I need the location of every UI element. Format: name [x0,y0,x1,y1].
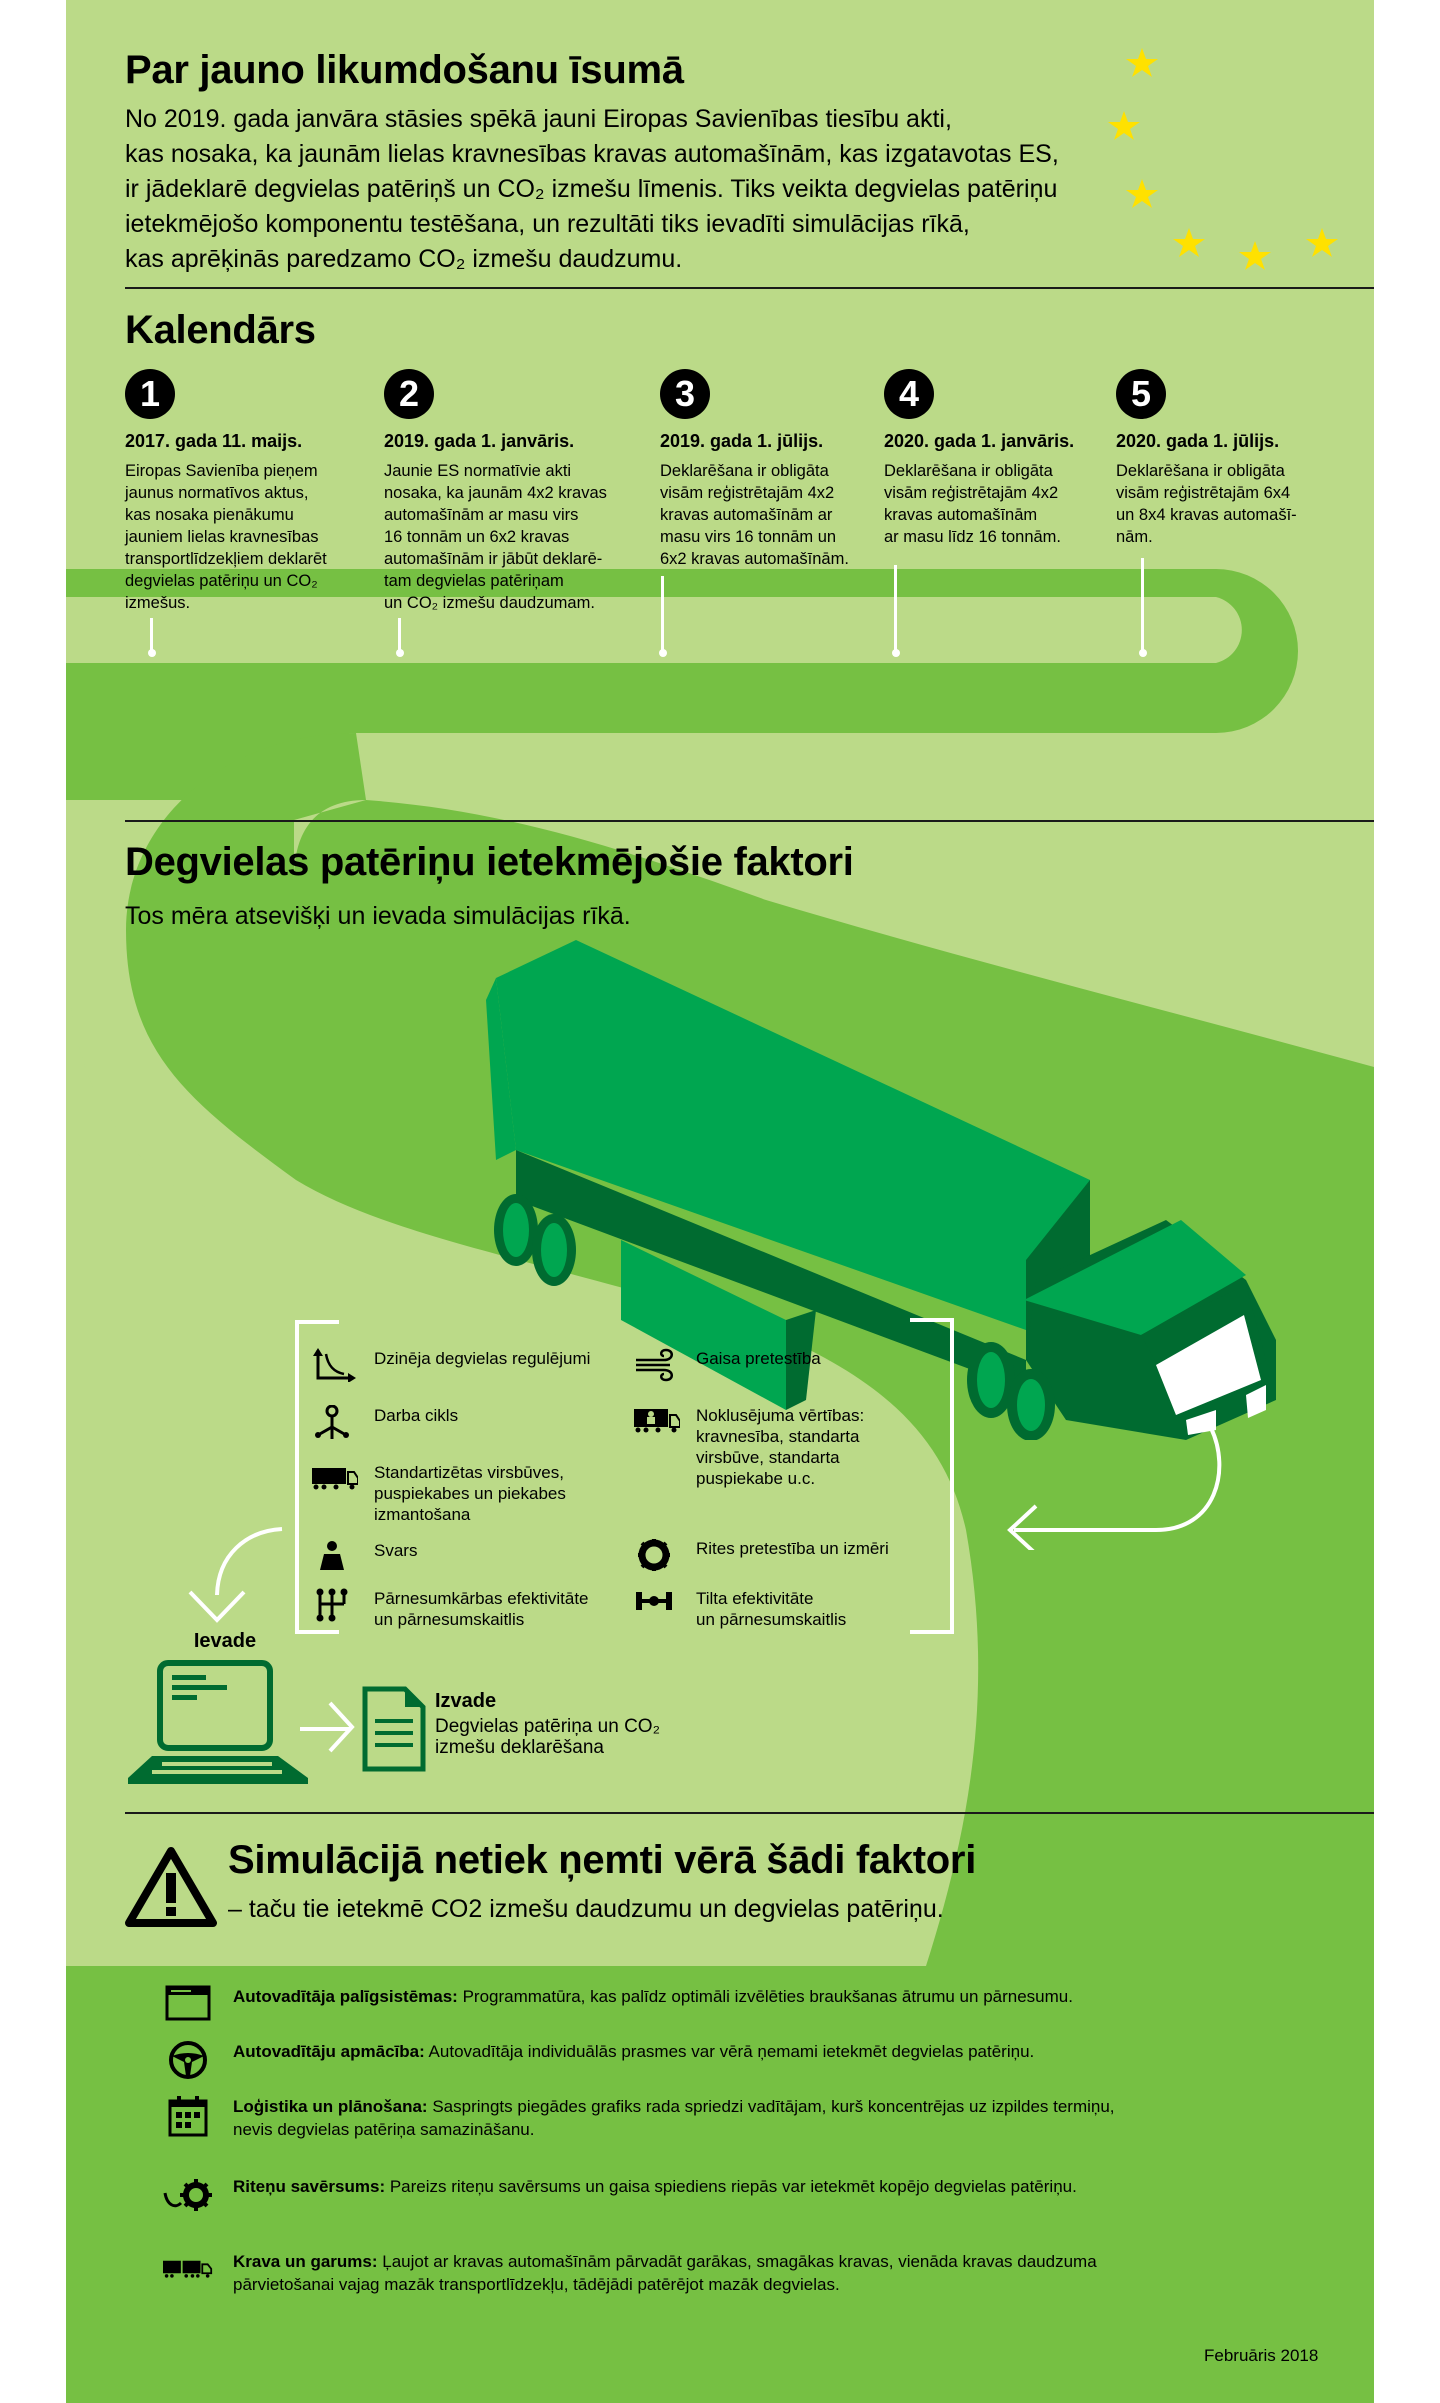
excluded-item-text: Saspringts piegādes grafiks rada spriedzi vadītājam, kurš koncentrējas uz izpildes termiņu, nevis degvielas patēriņa samazināšanu. [233,2097,1115,2139]
timeline-dot [659,649,667,657]
factor-item [312,1540,417,1574]
output-line: izmešu deklarēšana [435,1737,604,1758]
timeline-description: Deklarēšana ir obligāta visām reģistrētajām 4x2 kravas automašīnām ar masu virs 16 tonnām un 6x2 kravas automašīnām. [660,462,849,568]
excluded-item [163,2175,1077,2215]
factor-label: Standartizētas virsbūves, puspiekabes un piekabes izmantošana [374,1463,566,1524]
loaded-truck-icon [634,1405,680,1439]
factor-label: Dzinēja degvielas regulējumi [374,1349,591,1368]
factor-item [634,1538,889,1572]
step-number-badge: 4 [884,369,934,419]
factors-title: Degvielas patēriņu ietekmējošie faktori [125,840,854,884]
curved-arrow-icon [986,1420,1226,1550]
timeline-item [1116,369,1366,548]
timeline-date: 2019. gada 1. jūlijs. [660,431,824,451]
factor-label: Noklusējuma vērtības: kravnesība, standarta virsbūve, standarta puspiekabe u.c. [696,1406,865,1488]
factor-label: Pārnesumkārbas efektivitāte un pārnesumskaitlis [374,1589,589,1629]
document-icon [361,1685,427,1773]
factor-item [634,1405,864,1489]
intro-line: ietekmējošo komponentu testēšana, un rezultāti tiks ievadīti simulācijas rīkā, [125,210,970,238]
excluded-item-text: Pareizs riteņu savērsums un gaisa spiediens riepās var ietekmēt kopējo degvielas patēriņu. [385,2177,1077,2196]
intro-line: ir jādeklarē degvielas patēriņš un CO₂ izmešu līmenis. Tiks veikta degvielas patēriņu [125,175,1058,203]
step-number-badge: 5 [1116,369,1166,419]
tyre-icon [634,1538,680,1572]
intro-line: kas nosaka, ka jaunām lielas kravnesības kravas automašīnām, kas izgatavotas ES, [125,140,1059,168]
star-icon [1173,228,1205,257]
star-icon [1306,228,1338,257]
timeline-dot [892,649,900,657]
factor-label: Svars [374,1541,418,1560]
calendar-title: Kalendārs [125,308,316,352]
excluded-item [163,1985,1073,2025]
wind-icon [634,1348,680,1382]
factor-item [634,1588,846,1630]
excluded-subtitle: – taču tie ietekmē CO2 izmešu daudzumu un degvielas patēriņu. [228,1895,944,1923]
timeline-item [125,369,375,614]
intro-line: kas aprēķinās paredzamo CO₂ izmešu daudzumu. [125,245,683,273]
route-icon [312,1405,358,1439]
right-arrow-icon [296,1695,366,1755]
wheel-alignment-icon [163,2175,213,2215]
excluded-item-text: Programmatūra, kas palīdz optimāli izvēlēties braukšanas ātrumu un pārnesumu. [457,1987,1073,2006]
excluded-item [163,2040,1034,2080]
timeline-date: 2019. gada 1. janvāris. [384,431,575,451]
excluded-item-title: Autovadītāju apmācība: [233,2042,425,2061]
excluded-item [163,2250,1097,2296]
steering-wheel-icon [168,2040,208,2080]
section-divider [125,820,1374,822]
factors-subtitle: Tos mēra atsevišķi un ievada simulācijas rīkā. [125,902,631,930]
excluded-item-title: Riteņu savērsums: [233,2177,386,2196]
section-divider [125,1812,1374,1814]
excluded-item-title: Loģistika un plānošana: [233,2097,428,2116]
infographic-panel [66,0,1374,2403]
timeline-connector [894,565,897,653]
timeline-dot [1139,649,1147,657]
excluded-item-title: Autovadītāja palīgsistēmas: [233,1987,458,2006]
timeline-date: 2020. gada 1. janvāris. [884,431,1075,451]
timeline-connector [1141,558,1144,653]
timeline-description: Deklarēšana ir obligāta visām reģistrētajām 4x2 kravas automašīnām ar masu līdz 16 tonnām. [884,462,1062,546]
factor-item [312,1462,566,1525]
right-bracket [910,1318,954,1634]
eu-stars [1106,40,1366,280]
engine-map-icon [312,1348,358,1382]
step-number-badge: 1 [125,369,175,419]
factor-label: Gaisa pretestība [696,1349,821,1368]
axle-icon [634,1588,680,1622]
timeline-date: 2020. gada 1. jūlijs. [1116,431,1280,451]
timeline-date: 2017. gada 11. maijs. [125,431,303,451]
timeline-item [384,369,634,614]
timeline-description: Deklarēšana ir obligāta visām reģistrētajām 6x4 un 8x4 kravas automašī- nām. [1116,462,1297,546]
road-train-icon [163,2250,213,2284]
excluded-item-title: Krava un garums: [233,2252,378,2271]
timeline-item [660,369,910,570]
timeline-connector [398,618,401,653]
output-description [435,1716,660,1758]
factor-label: Darba cikls [374,1406,459,1425]
factor-item [634,1348,821,1382]
software-window-icon [165,1985,211,2021]
star-icon [1108,111,1140,140]
factor-item [312,1348,590,1382]
timeline-connector [661,576,664,653]
excluded-item [163,2095,1115,2141]
footer-date: Februāris 2018 [1204,2346,1319,2365]
factor-item [312,1405,458,1439]
star-icon [1126,179,1158,208]
gearbox-icon [312,1588,358,1622]
calendar-icon [168,2095,208,2137]
timeline-item [884,369,1134,548]
timeline-dot [396,649,404,657]
step-number-badge: 2 [384,369,434,419]
timeline-connector [150,618,153,653]
excluded-title: Simulācijā netiek ņemti vērā šādi faktori [228,1838,977,1882]
intro-line: No 2019. gada janvāra stāsies spēkā jauni Eiropas Savienības tiesību akti, [125,105,952,133]
excluded-list [163,1985,1363,2315]
truck-icon [312,1462,358,1496]
step-number-badge: 3 [660,369,710,419]
timeline-description: Eiropas Savienība pieņem jaunus normatīvos aktus, kas nosaka pienākumu jauniem lielas kravnesības transportlīdzekļiem deklarēt degvielas patēriņu un CO₂ izmešus. [125,462,327,612]
output-title: Izvade [435,1690,497,1712]
warning-icon [125,1845,217,1929]
intro-title: Par jauno likumdošanu īsumā [125,48,684,92]
weight-icon [312,1540,358,1574]
excluded-item-text: Autovadītāja individuālās prasmes var vērā ņemami ietekmēt degvielas patēriņu. [424,2042,1035,2061]
timeline-description: Jaunie ES normatīvie akti nosaka, ka jaunām 4x2 kravas automašīnām ar masu virs 16 tonnām un 6x2 kravas automašīnām ir jābūt deklarē- tam degvielas patēriņam un CO₂ izmešu daudzumam. [384,462,607,612]
factor-item [312,1588,589,1630]
factor-label: Rites pretestība un izmēri [696,1539,889,1558]
timeline-dot [148,649,156,657]
factor-label: Tilta efektivitāte un pārnesumskaitlis [696,1589,847,1629]
excluded-item-text: Ļaujot ar kravas automašīnām pārvadāt garākas, smagākas kravas, vienāda kravas daudzuma pārvietošanai vajag mazāk transportlīdzekļu, tādējādi patērējot mazāk degvielas. [233,2252,1097,2294]
star-icon [1126,48,1158,77]
section-divider [125,287,1374,289]
star-icon [1239,241,1271,270]
laptop-icon [126,1660,316,1790]
intro-paragraph [125,102,1059,277]
input-label: Ievade [193,1630,257,1652]
output-line: Degvielas patēriņa un CO₂ [435,1716,660,1737]
down-arrow-icon [176,1525,296,1630]
